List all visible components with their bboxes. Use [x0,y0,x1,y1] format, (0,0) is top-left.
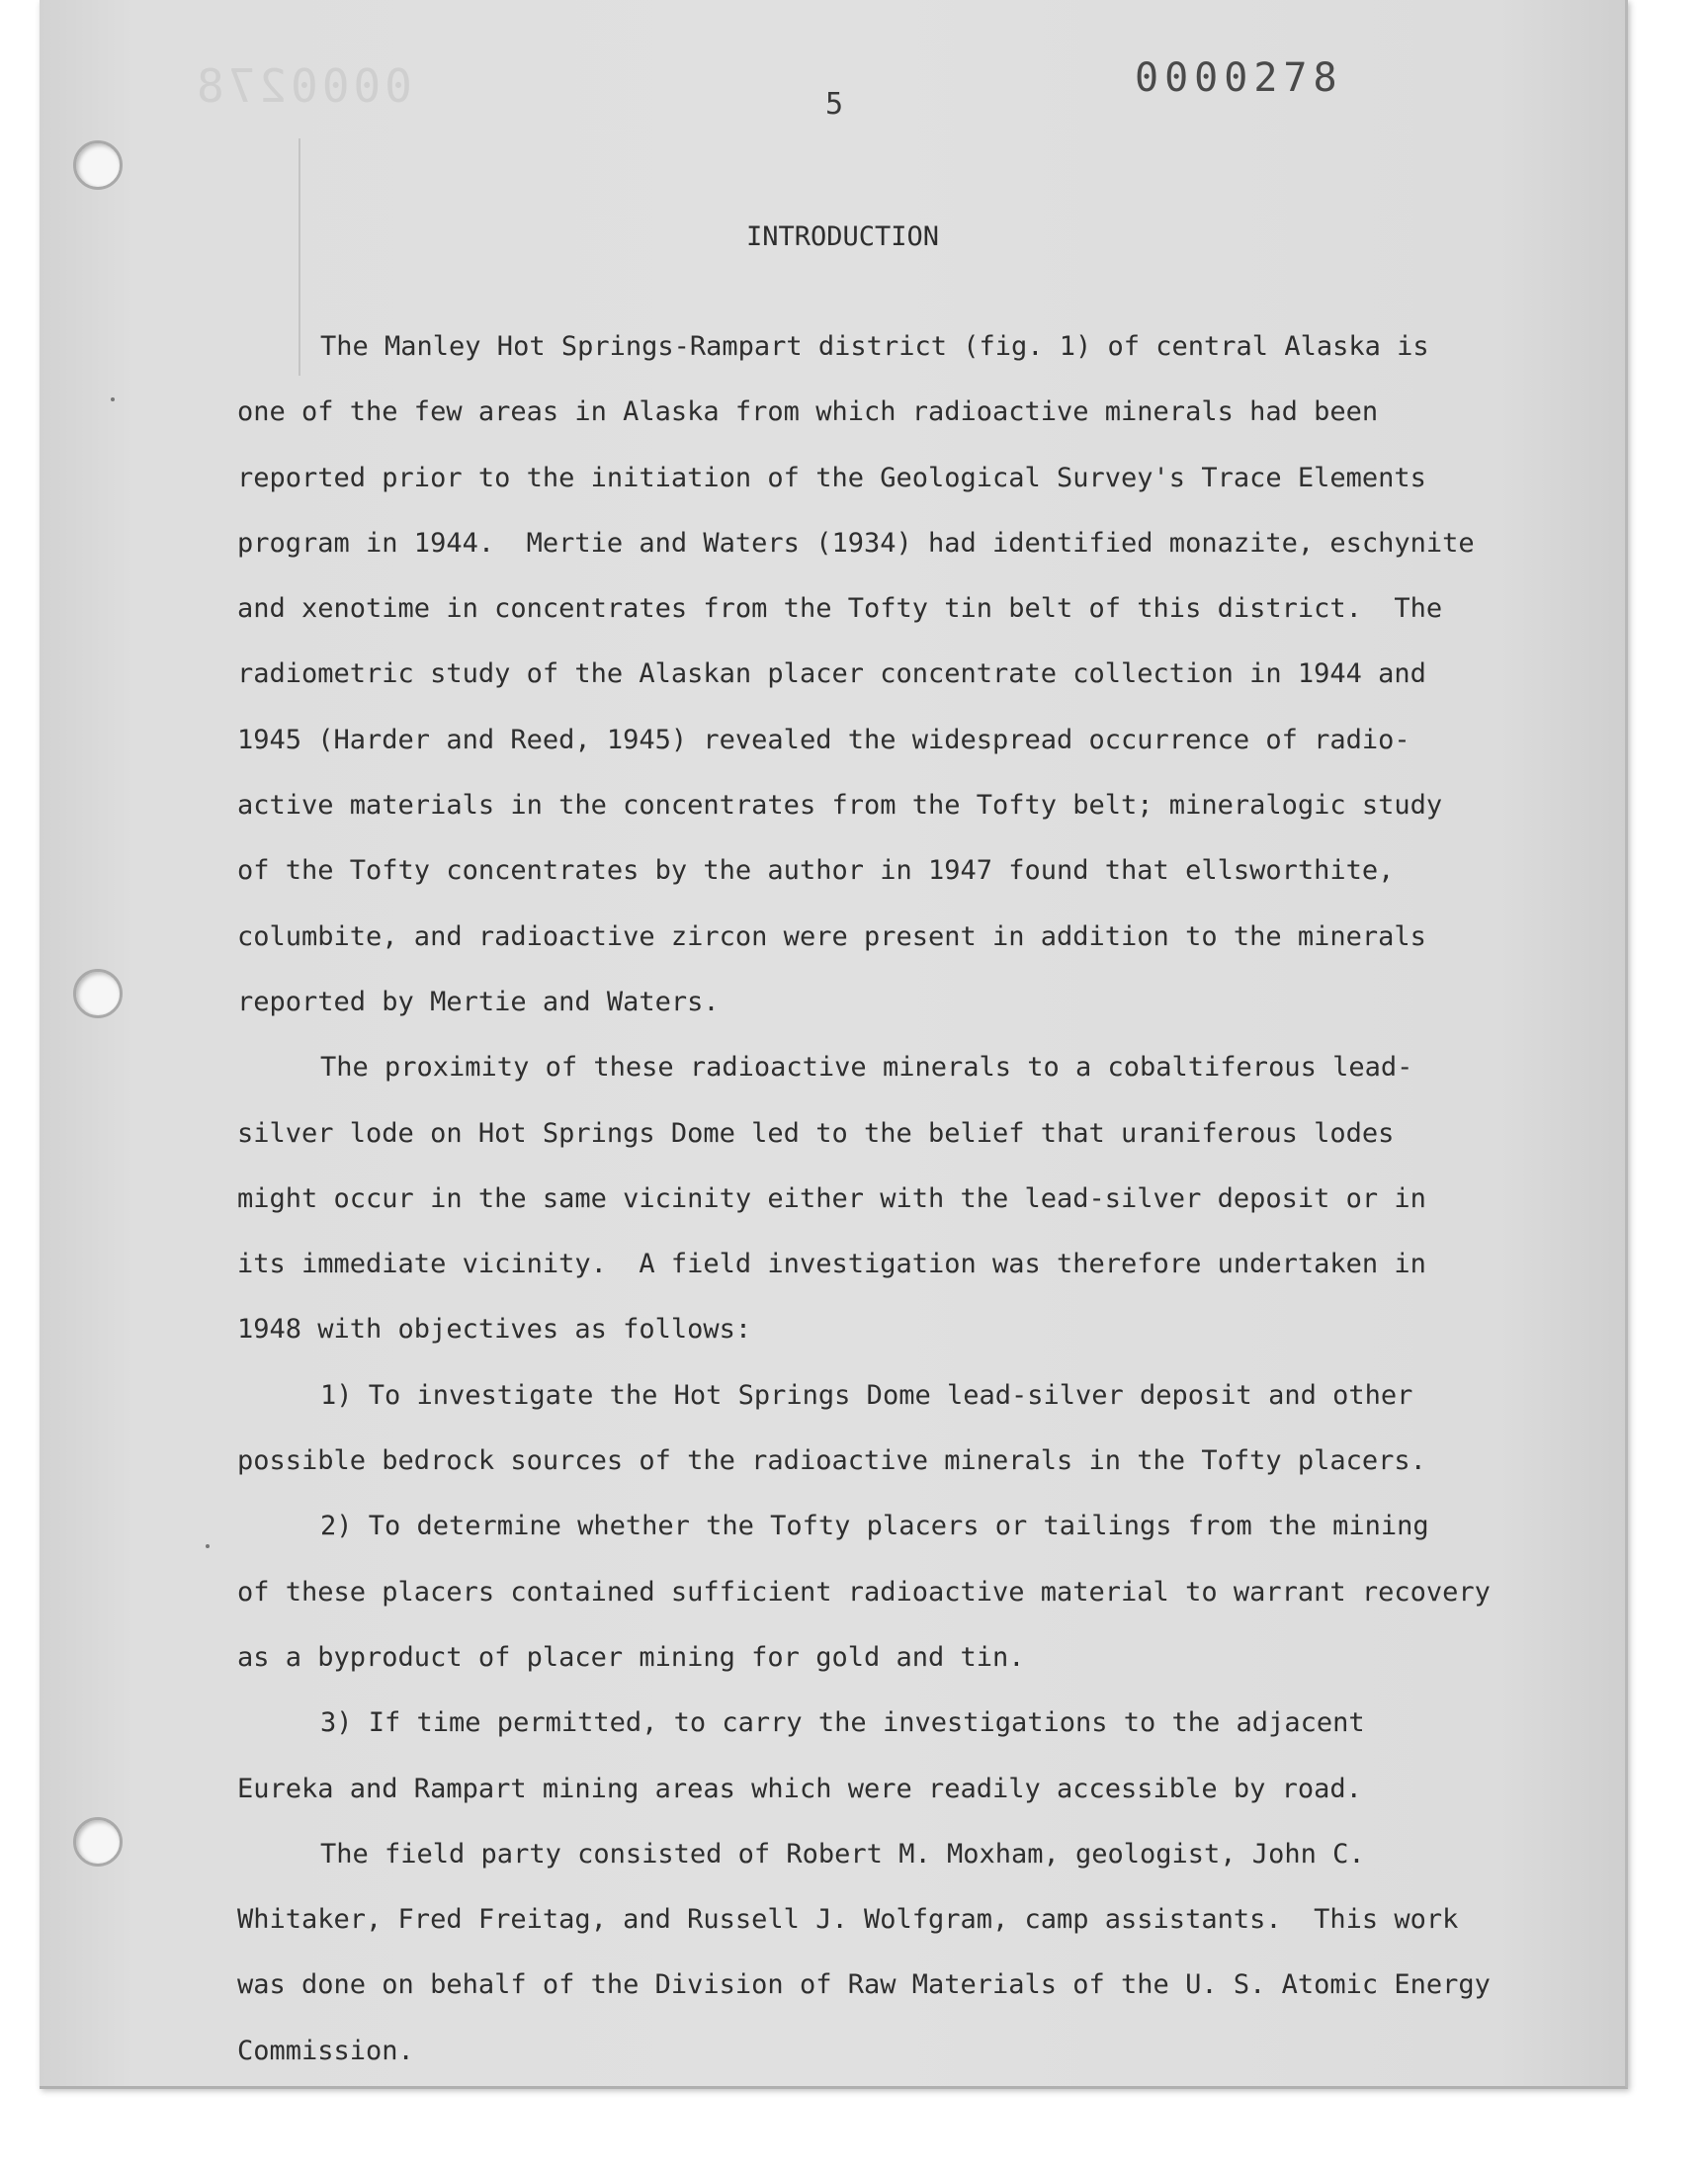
text-line: active materials in the concentrates from the Tofty belt; mineralogic study [237,790,1443,822]
document-number: 0000278 [1135,55,1343,101]
text-line: as a byproduct of placer mining for gold and tin. [237,1641,1025,1673]
speck [111,397,115,401]
text-line: The field party consisted of Robert M. Moxham, geologist, John C. [320,1838,1365,1870]
text-line: columbite, and radioactive zircon were present in addition to the minerals [237,920,1426,952]
text-line: of these placers contained sufficient radioactive material to warrant recovery [237,1576,1491,1608]
text-line: Commission. [237,2035,414,2066]
text-line: its immediate vicinity. A field investigation was therefore undertaken in [237,1249,1426,1280]
text-line: one of the few areas in Alaska from which radioactive minerals had been [237,396,1379,428]
text-line: The proximity of these radioactive minerals to a cobaltiferous lead- [320,1052,1413,1084]
text-line: of the Tofty concentrates by the author in 1947 found that ellsworthite, [237,855,1395,887]
text-line: Whitaker, Fred Freitag, and Russell J. Wolfgram, camp assistants. This work [237,1904,1459,1936]
binder-hole-middle [73,969,123,1018]
binder-hole-bottom [73,1817,123,1867]
text-line: radiometric study of the Alaskan placer concentrate collection in 1944 and [237,658,1426,690]
text-line: 1945 (Harder and Reed, 1945) revealed the widespread occurrence of radio- [237,724,1410,755]
text-line: 3) If time permitted, to carry the investigations to the adjacent [320,1707,1365,1739]
text-line: reported by Mertie and Waters. [237,986,720,1017]
text-line: 1) To investigate the Hot Springs Dome lead-silver deposit and other [320,1379,1413,1411]
binder-hole-top [73,140,123,190]
text-line: might occur in the same vicinity either with the lead-silver deposit or in [237,1182,1426,1214]
bleed-through-number: 0000278 [193,59,412,113]
text-line: possible bedrock sources of the radioactive minerals in the Tofty placers. [237,1445,1426,1477]
page-number: 5 [825,87,844,122]
text-line: 1948 with objectives as follows: [237,1314,752,1346]
section-title: INTRODUCTION [746,221,940,252]
text-line: program in 1944. Mertie and Waters (1934) had identified monazite, eschynite [237,527,1475,559]
speck [206,1544,210,1548]
text-line: Eureka and Rampart mining areas which were readily accessible by road. [237,1773,1362,1804]
text-line: The Manley Hot Springs-Rampart district (fig. 1) of central Alaska is [320,331,1429,362]
text-line: reported prior to the initiation of the Geological Survey's Trace Elements [237,462,1426,493]
text-line: silver lode on Hot Springs Dome led to the belief that uraniferous lodes [237,1117,1395,1149]
text-line: 2) To determine whether the Tofty placers or tailings from the mining [320,1511,1429,1542]
body-text [237,314,1532,2084]
text-line: and xenotime in concentrates from the Tofty tin belt of this district. The [237,593,1443,625]
text-line: was done on behalf of the Division of Raw Materials of the U. S. Atomic Energy [237,1969,1491,2001]
